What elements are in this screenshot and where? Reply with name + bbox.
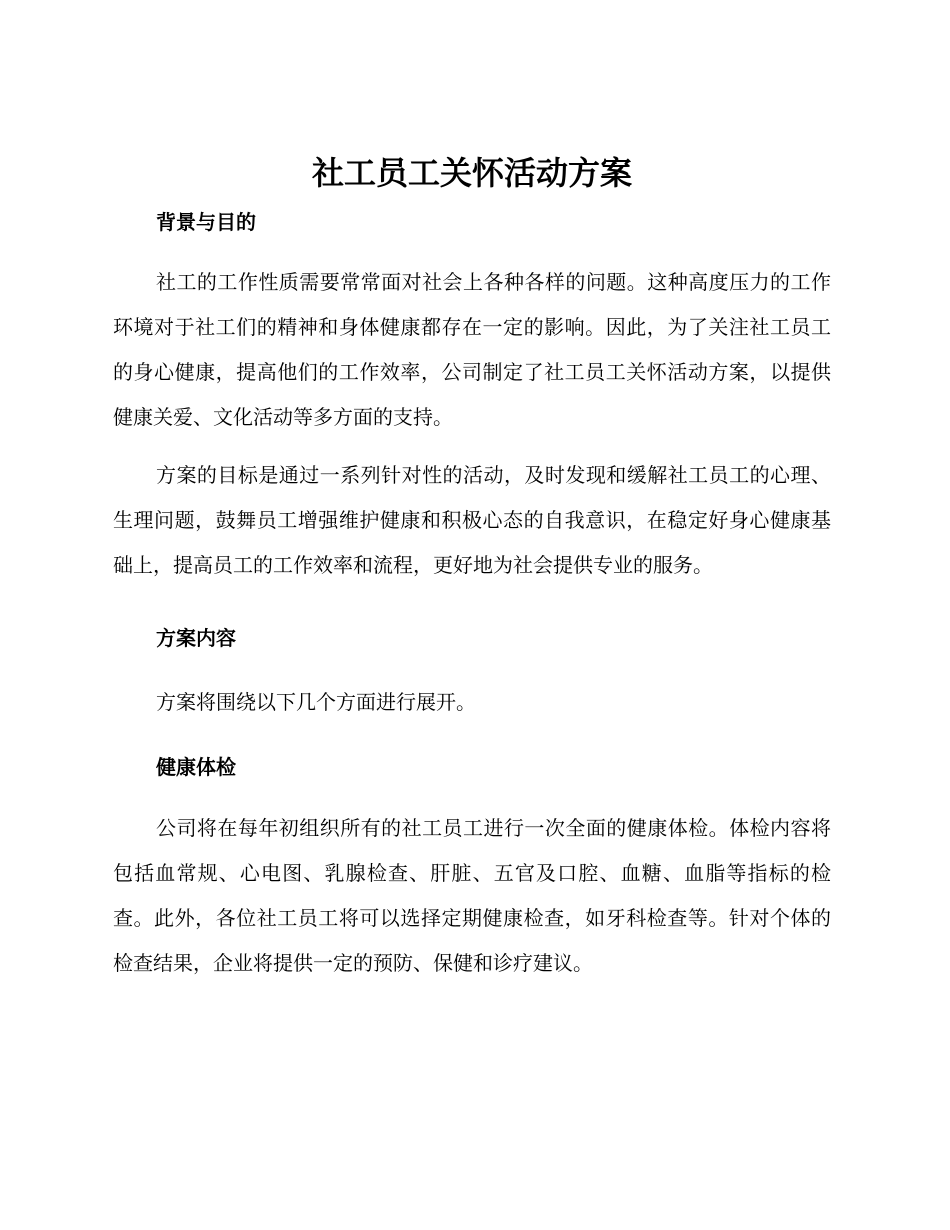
section-heading-background: 背景与目的 — [156, 210, 256, 234]
section-heading-health: 健康体检 — [156, 755, 236, 779]
document-body — [113, 150, 831, 986]
paragraph-background-2: 方案的目标是通过一系列针对性的活动，及时发现和缓解社工员工的心理、生理问题，鼓舞员工增强维护健康和积极心态的自我意识，在稳定好身心健康基础上，提高员工的工作效率和流程，更好地为社会提供专业的服务。 — [113, 463, 831, 577]
document-title: 社工员工关怀活动方案 — [311, 154, 632, 192]
paragraph-background-1: 社工的工作性质需要常常面对社会上各种各样的问题。这种高度压力的工作环境对于社工们的精神和身体健康都存在一定的影响。因此，为了关注社工员工的身心健康，提高他们的工作效率，公司制定了社工员工关怀活动方案，以提供健康关爱、文化活动等多方面的支持。 — [113, 270, 831, 429]
paragraph-health-1: 公司将在每年初组织所有的社工员工进行一次全面的健康体检。体检内容将包括血常规、心电图、乳腺检查、肝脏、五官及口腔、血糖、血脂等指标的检查。此外，各位社工员工将可以选择定期健康检查，如牙科检查等。针对个体的检查结果，企业将提供一定的预防、保健和诊疗建议。 — [113, 816, 831, 975]
paragraph-plan-1: 方案将围绕以下几个方面进行展开。 — [156, 690, 476, 714]
section-heading-plan: 方案内容 — [156, 626, 236, 650]
